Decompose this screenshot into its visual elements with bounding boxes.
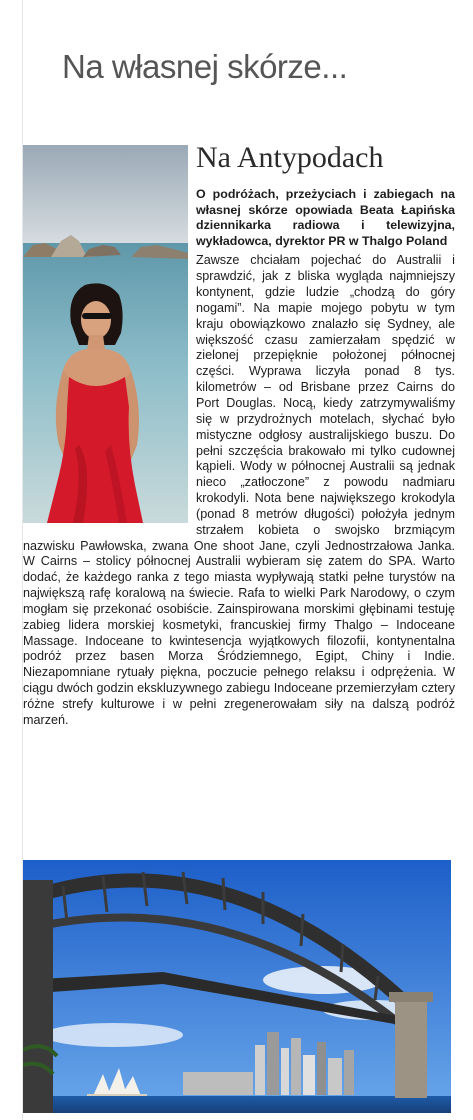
- section-title: Na własnej skórze...: [62, 48, 348, 85]
- photo-sydney-harbour-bridge: [23, 860, 451, 1113]
- article-text: [23, 187, 455, 729]
- article-lead: O podróżach, przeżyciach i zabiegach na własnej skórze opowiada Beata Łapińska dziennikarka radiowa i telewizyjna, wykładowca, dyrektor PR w Thalgo Poland: [196, 187, 455, 248]
- article-body: Zawsze chciałam pojechać do Australii i sprawdzić, jak z bliska wygląda najmniejszy kontynent, gdzie ludzie „chodzą do góry nogami”. Na mapie mojego pobytu w tym kraju obowiązkowo znalazło się Sydney, ale większość czasu zamierzałam spędzić w zielonej przepięknie położonej północnej części. Wyprawa liczyła ponad 8 tys. kilometrów – od Brisbane przez Cairns do Port Douglas. Nocą, kiedy zatrzymywaliśmy się w przydrożnych motelach, słychać było mistyczne odgłosy australijskiego buszu. Do pełni szczęścia brakowało mi tylko cudownej kąpieli. Wody w północnej Australii są jednak nieco „zatłoczone” z powodu nadmiaru krokodyli. Nota bene największego krokodyla (ponad 8 metrów długości) położyła jednym strzałem kobieta o swojsko brzmiącym nazwisku Pawłowska, zwana One shoot Jane, czyli Jednostrzałowa Janka. W Cairns – stolicy północnej Australii wybieram się zatem do SPA. Warto dodać, że każdego ranka z tego miasta wypływają statki pełne turystów na największą rafę koralową na świecie. Rafa to wielki Park Narodowy, o czym mogłam się przekonać osobiście. Zainspirowana morskimi głębinami testuję zabieg lidera morskiej kosmetyki, francuskiej firmy Thalgo – Indoceane Massage. Indoceane to kwintesencja wyjątkowych filozofii, kontynentalna podróż przez basen Morza Śródziemnego, Egipt, Chiny i Indie. Niezapomniane rytuały piękna, poczucie pełnego relaksu i odprężenia. W ciągu dwóch godzin ekskluzywnego zabiegu Indoceane przemierzyłam cztery różne strefy kulturowe i w pełni zregenerowałam siły na dalszą podróż marzeń.: [23, 253, 455, 727]
- image-wrap-spacer: [23, 187, 196, 524]
- article-title: Na Antypodach: [196, 141, 384, 174]
